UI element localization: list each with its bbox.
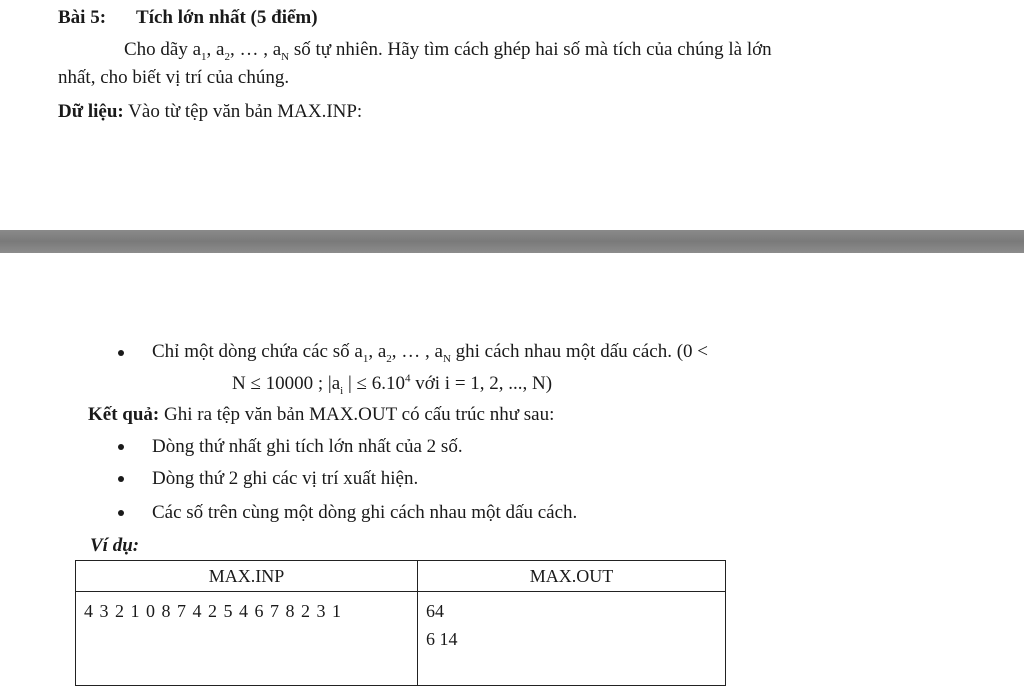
max-out-cell bbox=[418, 592, 726, 686]
example-label bbox=[90, 534, 139, 558]
bullet-text: Dòng thứ 2 ghi các vị trí xuất hiện. bbox=[152, 468, 419, 489]
subscript: N bbox=[442, 352, 451, 365]
output-label: Kết quả: bbox=[88, 404, 160, 425]
statement-text: , a bbox=[206, 39, 225, 60]
bullet-icon bbox=[118, 476, 124, 482]
bullet-text: Dòng thứ nhất ghi tích lớn nhất của 2 số. bbox=[152, 436, 463, 457]
table-header-max-inp: MAX.INP bbox=[76, 561, 418, 592]
problem-title: Tích lớn nhất (5 điểm) bbox=[136, 7, 318, 28]
bullet-icon bbox=[118, 350, 124, 356]
max-out-line: 64 bbox=[426, 601, 444, 621]
problem-heading bbox=[58, 6, 318, 30]
problem-statement-line2: nhất, cho biết vị trí của chúng. bbox=[58, 67, 290, 88]
input-text: Vào từ tệp văn bản MAX.INP: bbox=[123, 101, 363, 122]
constraint-text: | ≤ 6.10 bbox=[343, 373, 405, 394]
bullet-icon bbox=[118, 510, 124, 516]
max-inp-cell: 4 3 2 1 0 8 7 4 2 5 4 6 7 8 2 3 1 bbox=[76, 592, 418, 686]
constraint-text: N ≤ 10000 ; |a bbox=[232, 373, 341, 394]
page-separator-bar bbox=[0, 230, 1024, 253]
bullet-text: , … , a bbox=[391, 341, 443, 362]
input-bullet-line1 bbox=[152, 340, 708, 364]
output-section-heading bbox=[88, 403, 554, 427]
bullet-text: Chỉ một dòng chứa các số a bbox=[152, 341, 363, 362]
statement-text: , … , a bbox=[229, 39, 282, 60]
problem-label: Bài 5: bbox=[58, 7, 107, 28]
input-section-heading bbox=[58, 100, 362, 124]
problem-statement-line1 bbox=[124, 38, 772, 62]
superscript: 4 bbox=[404, 372, 411, 385]
table-row bbox=[76, 592, 726, 686]
bullet-text: ghi cách nhau một dấu cách. (0 < bbox=[450, 341, 708, 362]
bullet-text: , a bbox=[368, 341, 387, 362]
table-header-row bbox=[76, 561, 726, 592]
subscript: N bbox=[281, 50, 290, 63]
constraint-text: với i = 1, 2, ..., N) bbox=[410, 373, 553, 394]
table-header-max-out: MAX.OUT bbox=[418, 561, 726, 592]
subscript: i bbox=[340, 384, 344, 397]
bullet-text: Các số trên cùng một dòng ghi cách nhau một dấu cách. bbox=[152, 502, 578, 523]
statement-text: Cho dãy a bbox=[124, 39, 202, 60]
subscript: 2 bbox=[224, 50, 230, 63]
example-table bbox=[75, 560, 726, 686]
subscript: 1 bbox=[201, 50, 207, 63]
subscript: 1 bbox=[362, 352, 369, 365]
example-label-text: Ví dụ: bbox=[90, 535, 140, 556]
input-bullet-line2 bbox=[232, 372, 552, 396]
statement-text: số tự nhiên. Hãy tìm cách ghép hai số mà tích của chúng là lớn bbox=[289, 39, 772, 60]
bullet-icon bbox=[118, 444, 124, 450]
max-out-line: 6 14 bbox=[426, 629, 458, 649]
output-text: Ghi ra tệp văn bản MAX.OUT có cấu trúc như sau: bbox=[159, 404, 555, 425]
subscript: 2 bbox=[386, 352, 392, 365]
input-label: Dữ liệu: bbox=[58, 101, 124, 122]
